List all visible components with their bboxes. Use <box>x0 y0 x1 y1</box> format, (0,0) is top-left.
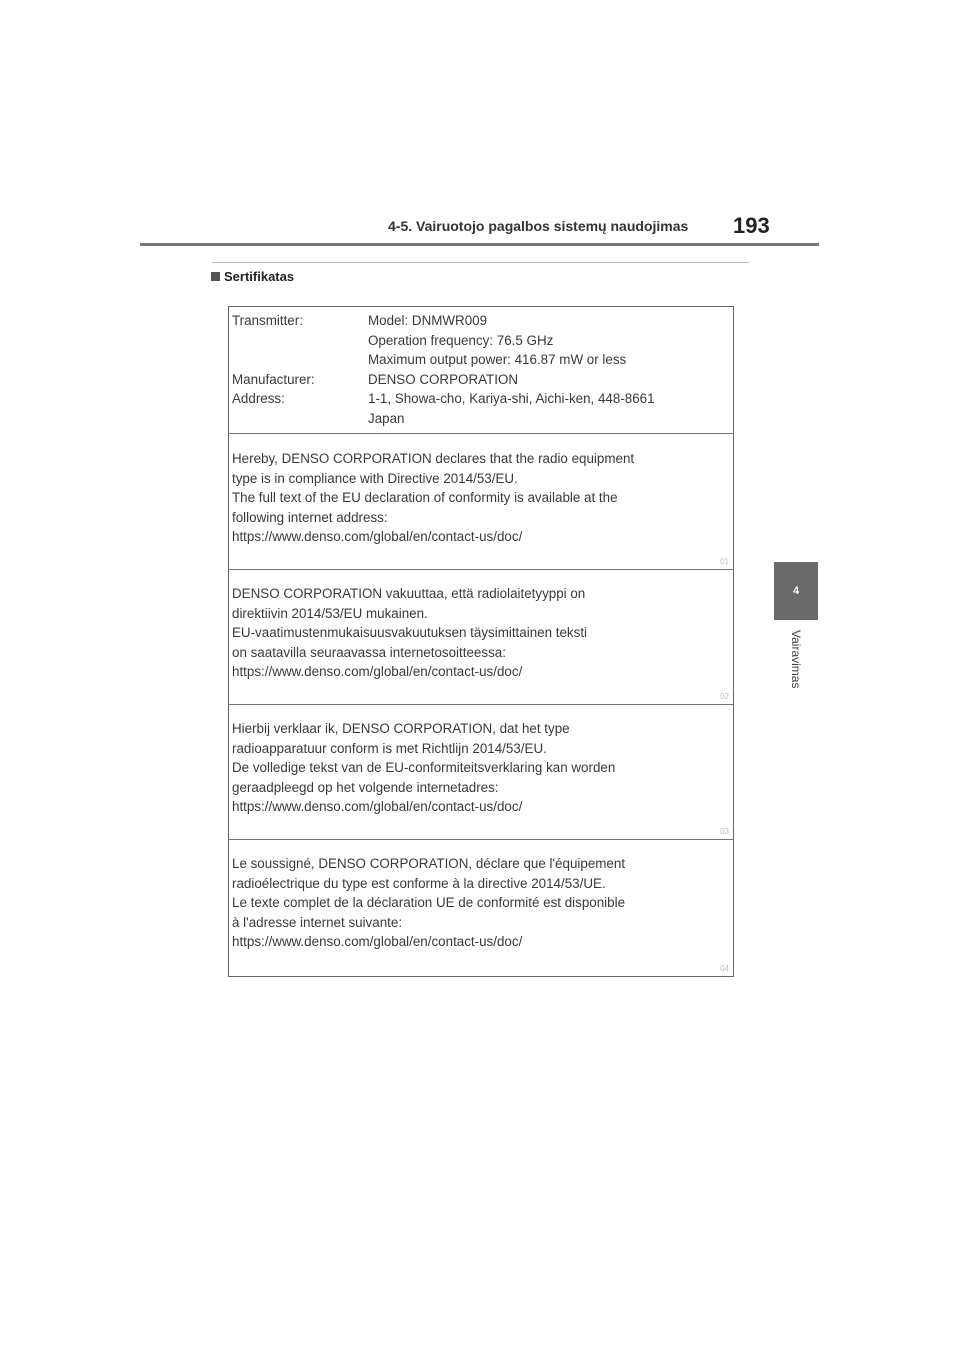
declaration-line: geraadpleegd op het volgende internetadres: <box>232 779 499 795</box>
spec-row <box>232 331 733 351</box>
page-number: 193 <box>733 213 770 238</box>
spec-label: Address: <box>232 391 285 406</box>
square-bullet-icon <box>211 272 220 281</box>
declaration-line: radioapparatuur conform is met Richtlijn 2014/53/EU. <box>232 740 547 756</box>
spec-row <box>232 350 733 370</box>
spec-value: Model: DNMWR009 <box>368 313 488 328</box>
spec-value: Japan <box>368 410 405 426</box>
section-heading-text: Sertifikatas <box>224 269 295 284</box>
declaration-cell-nl <box>229 705 733 840</box>
cell-number-mark: 01 <box>720 557 729 566</box>
declaration-line: Hereby, DENSO CORPORATION declares that the radio equipment <box>232 451 635 466</box>
spec-row <box>232 389 733 409</box>
header-divider <box>140 243 819 246</box>
chapter-title: 4-5. Vairuotojo pagalbos sistemų naudojimas <box>388 218 689 234</box>
section-divider <box>212 262 749 263</box>
chapter-tab-label: Vairavimas <box>789 630 803 689</box>
spec-row <box>232 370 733 390</box>
declaration-line: EU-vaatimustenmukaisuusvakuutuksen täysimittainen teksti <box>232 625 588 640</box>
spec-value: DENSO CORPORATION <box>368 371 519 387</box>
cell-number-mark: 04 <box>720 964 729 973</box>
spec-label: Transmitter: <box>232 313 303 328</box>
cell-number-mark: 03 <box>720 827 729 836</box>
declaration-line: type is in compliance with Directive 2014/53/EU. <box>232 470 518 486</box>
spec-value: Operation frequency: 76.5 GHz <box>368 332 554 348</box>
spec-row <box>232 409 733 429</box>
certificate-table <box>228 306 734 977</box>
spec-value: Maximum output power: 416.87 mW or less <box>368 352 627 367</box>
transmitter-info-cell <box>229 307 733 434</box>
spec-value: 1-1, Showa-cho, Kariya-shi, Aichi-ken, 448-8661 <box>368 391 655 406</box>
cell-number-mark: 02 <box>720 692 729 701</box>
declaration-line: à l'adresse internet suivante: <box>232 914 403 930</box>
declaration-line: https://www.denso.com/global/en/contact-us/doc/ <box>232 934 523 949</box>
declaration-line: on saatavilla seuraavassa internetosoitteessa: <box>232 644 506 660</box>
declaration-line: Hierbij verklaar ik, DENSO CORPORATION, dat het type <box>232 721 570 736</box>
declaration-line: The full text of the EU declaration of conformity is available at the <box>232 490 618 505</box>
declaration-line: https://www.denso.com/global/en/contact-us/doc/ <box>232 529 523 544</box>
declaration-cell-fr <box>229 840 733 976</box>
declaration-cell-fi <box>229 570 733 705</box>
spec-label: Manufacturer: <box>232 371 315 387</box>
declaration-line: De volledige tekst van de EU-conformiteitsverklaring kan worden <box>232 760 616 775</box>
declaration-line: Le texte complet de la déclaration UE de conformité est disponible <box>232 895 626 910</box>
declaration-cell-en <box>229 434 733 570</box>
declaration-line: following internet address: <box>232 509 388 525</box>
declaration-line: direktiivin 2014/53/EU mukainen. <box>232 605 428 621</box>
declaration-line: radioélectrique du type est conforme à la directive 2014/53/UE. <box>232 875 606 891</box>
chapter-tab: 4 <box>774 562 818 620</box>
spec-row <box>232 311 733 331</box>
declaration-line: https://www.denso.com/global/en/contact-us/doc/ <box>232 664 523 679</box>
declaration-line: DENSO CORPORATION vakuuttaa, että radiolaitetyyppi on <box>232 586 586 601</box>
declaration-line: Le soussigné, DENSO CORPORATION, déclare que l'équipement <box>232 856 626 871</box>
section-heading <box>211 269 294 284</box>
declaration-line: https://www.denso.com/global/en/contact-us/doc/ <box>232 799 523 814</box>
